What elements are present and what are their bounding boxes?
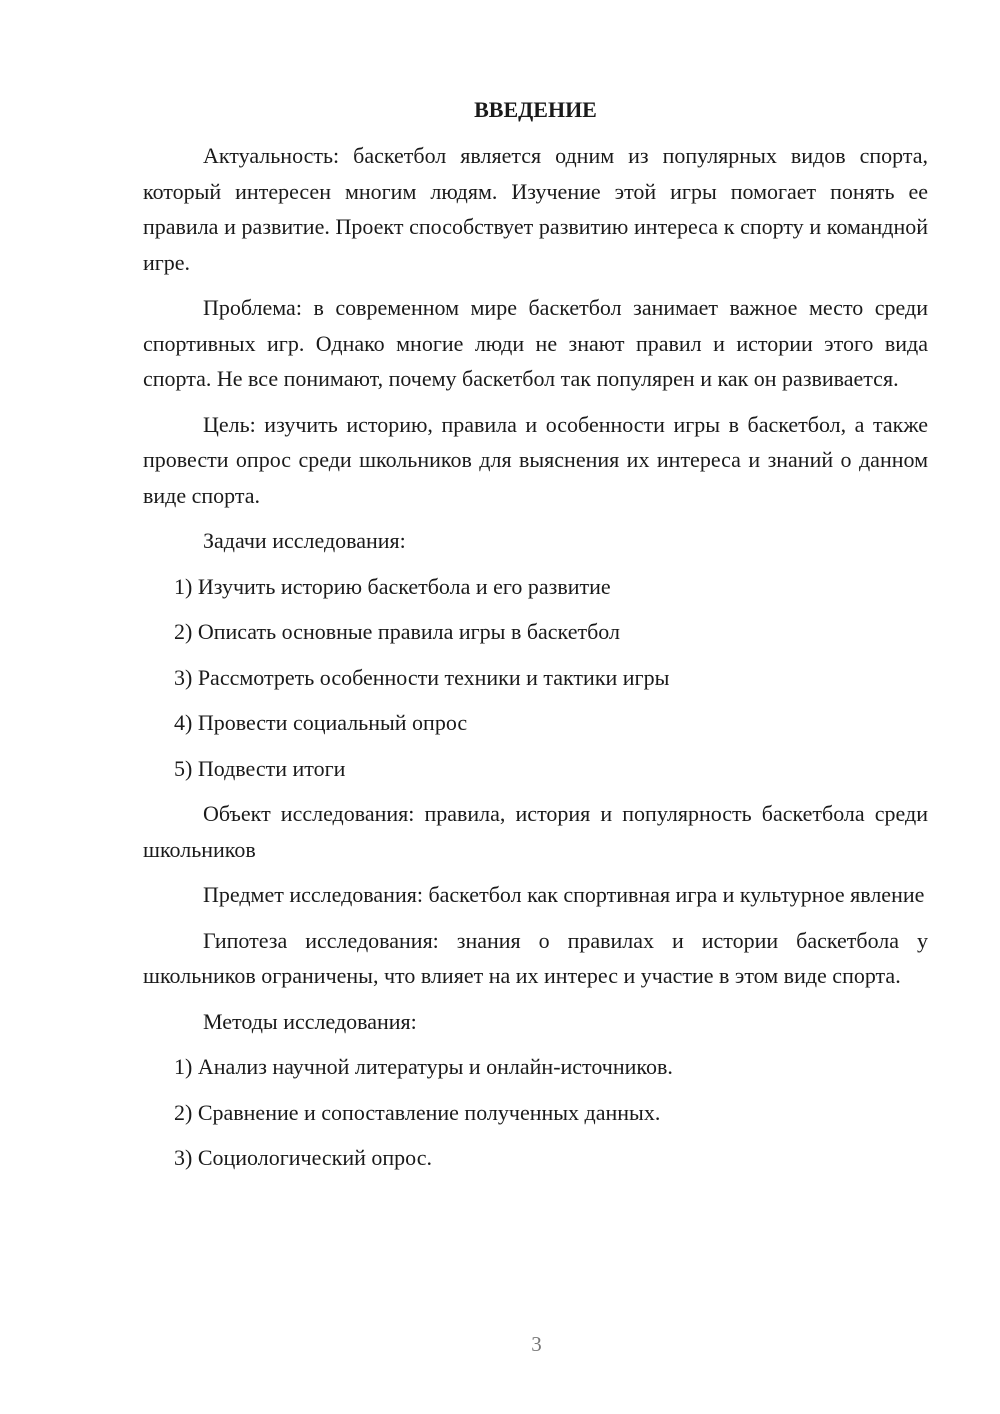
object-paragraph: Объект исследования: правила, история и популярность баскетбола среди школьников [143, 801, 928, 862]
tasks-heading: Задачи исследования: [203, 528, 406, 553]
document-page [143, 92, 928, 1186]
method-item-1: 1) Анализ научной литературы и онлайн-источников. [174, 1054, 673, 1079]
section-title: ВВЕДЕНИЕ [474, 97, 597, 122]
subject-paragraph: Предмет исследования: баскетбол как спортивная игра и культурное явление [203, 882, 925, 907]
task-item-3: 3) Рассмотреть особенности техники и тактики игры [174, 664, 670, 690]
task-item-5: 5) Подвести итоги [174, 755, 346, 781]
method-item-3: 3) Социологический опрос. [174, 1145, 432, 1170]
task-item-2: 2) Описать основные правила игры в баскетбол [174, 619, 620, 644]
goal-paragraph: Цель: изучить историю, правила и особенности игры в баскетбол, а также провести опрос среди школьников для выяснения их интереса и знаний о данном виде спорта. [143, 411, 928, 508]
page-number: 3 [531, 1332, 542, 1356]
task-item-1: 1) Изучить историю баскетбола и его развитие [174, 573, 611, 599]
problem-paragraph: Проблема: в современном мире баскетбол занимает важное место среди спортивных игр. Однако многие люди не знают правил и истории этого вида спорта. Не все понимают, почему баскетбол так популярен и как он развивается. [143, 295, 928, 391]
method-item-2: 2) Сравнение и сопоставление полученных данных. [174, 1099, 661, 1125]
hypothesis-paragraph: Гипотеза исследования: знания о правилах и истории баскетбола у школьников ограничены, что влияет на их интерес и участие в этом виде спорта. [143, 927, 928, 988]
task-item-4: 4) Провести социальный опрос [174, 710, 468, 735]
methods-heading: Методы исследования: [203, 1008, 417, 1034]
relevance-paragraph: Актуальность: баскетбол является одним из популярных видов спорта, который интересен многим людям. Изучение этой игры помогает понять ее правила и развитие. Проект способствует развитию интереса к спорту и командной игре. [143, 143, 928, 275]
